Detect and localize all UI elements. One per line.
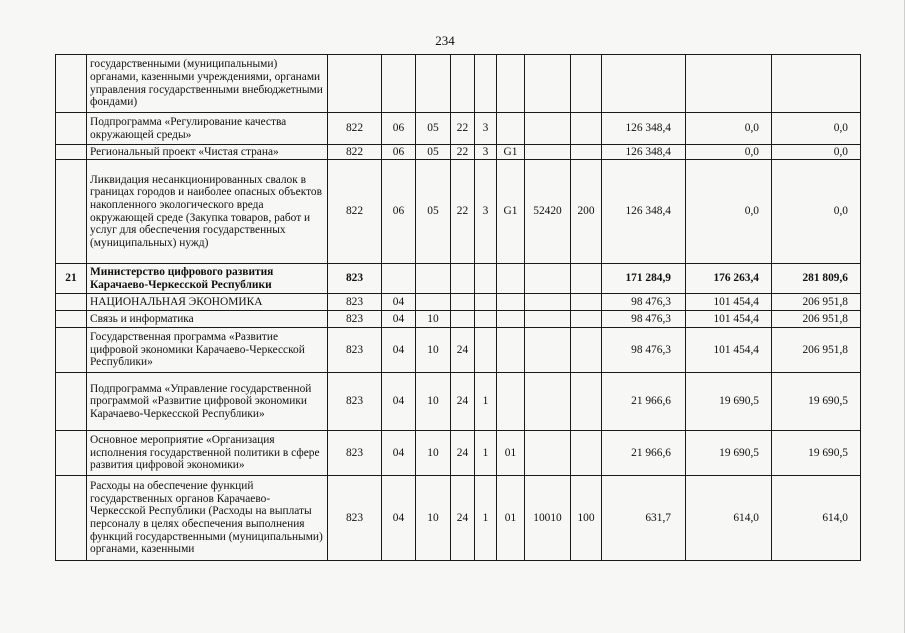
ministry-code-cell: 822 <box>328 113 382 145</box>
item-name-cell: Министерство цифрового развития Карачаево-Черкесской Республики <box>87 264 328 294</box>
direction-code-cell <box>525 264 571 294</box>
subsection-code-cell <box>416 55 451 113</box>
direction-code-cell <box>525 294 571 311</box>
subprogram-code-cell <box>475 294 497 311</box>
subprogram-code-cell <box>475 264 497 294</box>
amount-year1-cell: 21 966,6 <box>602 431 686 476</box>
subprogram-code-cell <box>475 328 497 373</box>
subsection-code-cell <box>416 264 451 294</box>
amount-year3-cell: 281 809,6 <box>772 264 861 294</box>
subprogram-code-cell <box>475 55 497 113</box>
amount-year2-cell: 0,0 <box>686 113 772 145</box>
row-number-cell <box>56 160 87 264</box>
amount-year3-cell: 19 690,5 <box>772 431 861 476</box>
ministry-code-cell: 823 <box>328 476 382 561</box>
table-row <box>56 160 861 264</box>
expense-type-code-cell <box>571 373 602 431</box>
direction-code-cell: 52420 <box>525 160 571 264</box>
direction-code-cell <box>525 145 571 160</box>
direction-code-cell: 10010 <box>525 476 571 561</box>
ministry-code-cell: 823 <box>328 264 382 294</box>
ministry-code-cell: 823 <box>328 431 382 476</box>
amount-year1-cell: 98 476,3 <box>602 311 686 328</box>
expense-type-code-cell <box>571 431 602 476</box>
amount-year2-cell: 0,0 <box>686 145 772 160</box>
subprogram-code-cell: 3 <box>475 113 497 145</box>
section-code-cell: 06 <box>382 113 416 145</box>
item-name-cell: Основное мероприятие «Организация исполнения государственной политики в сфере развития цифровой экономики» <box>87 431 328 476</box>
amount-year2-cell: 101 454,4 <box>686 328 772 373</box>
amount-year1-cell: 126 348,4 <box>602 113 686 145</box>
section-code-cell: 04 <box>382 431 416 476</box>
ministry-code-cell: 822 <box>328 145 382 160</box>
subsection-code-cell: 10 <box>416 476 451 561</box>
activity-code-cell: G1 <box>497 160 525 264</box>
table-row <box>56 476 861 561</box>
amount-year3-cell: 0,0 <box>772 160 861 264</box>
subprogram-code-cell: 1 <box>475 431 497 476</box>
amount-year1-cell: 126 348,4 <box>602 145 686 160</box>
item-name-cell: Ликвидация несанкционированных свалок в границах городов и наиболее опасных объектов накопленного экологического вреда окружающей среде (Закупка товаров, работ и услуг для обеспечения государственных (муниципальных) нужд) <box>87 160 328 264</box>
subprogram-code-cell: 3 <box>475 160 497 264</box>
amount-year2-cell: 101 454,4 <box>686 311 772 328</box>
ministry-code-cell: 823 <box>328 328 382 373</box>
expense-type-code-cell: 200 <box>571 160 602 264</box>
ministry-code-cell: 823 <box>328 311 382 328</box>
amount-year3-cell: 206 951,8 <box>772 328 861 373</box>
ministry-code-cell: 823 <box>328 294 382 311</box>
subprogram-code-cell: 3 <box>475 145 497 160</box>
direction-code-cell <box>525 113 571 145</box>
activity-code-cell <box>497 55 525 113</box>
subprogram-code-cell <box>475 311 497 328</box>
section-code-cell: 04 <box>382 328 416 373</box>
row-number-cell: 21 <box>56 264 87 294</box>
expense-type-code-cell <box>571 294 602 311</box>
amount-year3-cell: 0,0 <box>772 113 861 145</box>
amount-year2-cell: 19 690,5 <box>686 373 772 431</box>
program-code-cell: 24 <box>451 476 475 561</box>
activity-code-cell: G1 <box>497 145 525 160</box>
amount-year1-cell: 98 476,3 <box>602 294 686 311</box>
activity-code-cell <box>497 373 525 431</box>
amount-year3-cell: 614,0 <box>772 476 861 561</box>
ministry-code-cell <box>328 55 382 113</box>
amount-year3-cell <box>772 55 861 113</box>
program-code-cell: 22 <box>451 113 475 145</box>
row-number-cell <box>56 476 87 561</box>
table-row <box>56 311 861 328</box>
item-name-cell: государственными (муниципальными) органами, казенными учреждениями, органами управления государственными внебюджетными фондами) <box>87 55 328 113</box>
page-number: 234 <box>435 33 455 48</box>
program-code-cell: 24 <box>451 328 475 373</box>
activity-code-cell <box>497 294 525 311</box>
row-number-cell <box>56 311 87 328</box>
row-number-cell <box>56 373 87 431</box>
direction-code-cell <box>525 311 571 328</box>
amount-year2-cell: 614,0 <box>686 476 772 561</box>
amount-year3-cell: 206 951,8 <box>772 311 861 328</box>
direction-code-cell <box>525 373 571 431</box>
activity-code-cell <box>497 113 525 145</box>
row-number-cell <box>56 113 87 145</box>
activity-code-cell <box>497 311 525 328</box>
amount-year1-cell <box>602 55 686 113</box>
amount-year1-cell: 171 284,9 <box>602 264 686 294</box>
expense-type-code-cell <box>571 264 602 294</box>
table-row <box>56 328 861 373</box>
section-code-cell: 04 <box>382 373 416 431</box>
amount-year2-cell: 0,0 <box>686 160 772 264</box>
expense-type-code-cell <box>571 328 602 373</box>
table-row <box>56 113 861 145</box>
subsection-code-cell: 10 <box>416 431 451 476</box>
activity-code-cell: 01 <box>497 476 525 561</box>
subsection-code-cell: 05 <box>416 145 451 160</box>
row-number-cell <box>56 145 87 160</box>
amount-year2-cell: 176 263,4 <box>686 264 772 294</box>
item-name-cell: Региональный проект «Чистая страна» <box>87 145 328 160</box>
program-code-cell <box>451 55 475 113</box>
expense-type-code-cell <box>571 311 602 328</box>
subsection-code-cell: 10 <box>416 328 451 373</box>
amount-year3-cell: 206 951,8 <box>772 294 861 311</box>
ministry-code-cell: 823 <box>328 373 382 431</box>
amount-year1-cell: 126 348,4 <box>602 160 686 264</box>
table-row <box>56 145 861 160</box>
item-name-cell: НАЦИОНАЛЬНАЯ ЭКОНОМИКА <box>87 294 328 311</box>
item-name-cell: Расходы на обеспечение функций государственных органов Карачаево-Черкесской Республики (Расходы на выплаты персоналу в целях обеспечения выполнения функций государственными (муниципальными) органами, казенными <box>87 476 328 561</box>
section-code-cell: 04 <box>382 294 416 311</box>
direction-code-cell <box>525 55 571 113</box>
direction-code-cell <box>525 431 571 476</box>
expense-type-code-cell <box>571 55 602 113</box>
subsection-code-cell: 05 <box>416 113 451 145</box>
table-row <box>56 264 861 294</box>
amount-year2-cell <box>686 55 772 113</box>
table-row <box>56 373 861 431</box>
program-code-cell <box>451 264 475 294</box>
ministry-code-cell: 822 <box>328 160 382 264</box>
section-code-cell: 06 <box>382 160 416 264</box>
section-code-cell: 06 <box>382 145 416 160</box>
item-name-cell: Связь и информатика <box>87 311 328 328</box>
budget-table <box>55 54 861 561</box>
subsection-code-cell: 10 <box>416 311 451 328</box>
section-code-cell: 04 <box>382 311 416 328</box>
row-number-cell <box>56 294 87 311</box>
program-code-cell: 22 <box>451 145 475 160</box>
program-code-cell: 24 <box>451 431 475 476</box>
amount-year3-cell: 19 690,5 <box>772 373 861 431</box>
item-name-cell: Государственная программа «Развитие цифровой экономики Карачаево-Черкесской Республики» <box>87 328 328 373</box>
program-code-cell: 22 <box>451 160 475 264</box>
table-row <box>56 431 861 476</box>
subsection-code-cell: 10 <box>416 373 451 431</box>
row-number-cell <box>56 431 87 476</box>
section-code-cell <box>382 264 416 294</box>
amount-year2-cell: 101 454,4 <box>686 294 772 311</box>
expense-type-code-cell <box>571 113 602 145</box>
expense-type-code-cell: 100 <box>571 476 602 561</box>
subsection-code-cell: 05 <box>416 160 451 264</box>
amount-year1-cell: 98 476,3 <box>602 328 686 373</box>
budget-table-body <box>56 55 861 561</box>
subsection-code-cell <box>416 294 451 311</box>
table-row <box>56 55 861 113</box>
row-number-cell <box>56 55 87 113</box>
subprogram-code-cell: 1 <box>475 476 497 561</box>
program-code-cell <box>451 311 475 328</box>
activity-code-cell <box>497 328 525 373</box>
section-code-cell: 04 <box>382 476 416 561</box>
section-code-cell <box>382 55 416 113</box>
table-row <box>56 294 861 311</box>
expense-type-code-cell <box>571 145 602 160</box>
amount-year2-cell: 19 690,5 <box>686 431 772 476</box>
row-number-cell <box>56 328 87 373</box>
direction-code-cell <box>525 328 571 373</box>
activity-code-cell: 01 <box>497 431 525 476</box>
item-name-cell: Подпрограмма «Регулирование качества окружающей среды» <box>87 113 328 145</box>
program-code-cell: 24 <box>451 373 475 431</box>
activity-code-cell <box>497 264 525 294</box>
amount-year1-cell: 631,7 <box>602 476 686 561</box>
subprogram-code-cell: 1 <box>475 373 497 431</box>
program-code-cell <box>451 294 475 311</box>
amount-year1-cell: 21 966,6 <box>602 373 686 431</box>
item-name-cell: Подпрограмма «Управление государственной программой «Развитие цифровой экономики Карачаево-Черкесской Республики» <box>87 373 328 431</box>
amount-year3-cell: 0,0 <box>772 145 861 160</box>
